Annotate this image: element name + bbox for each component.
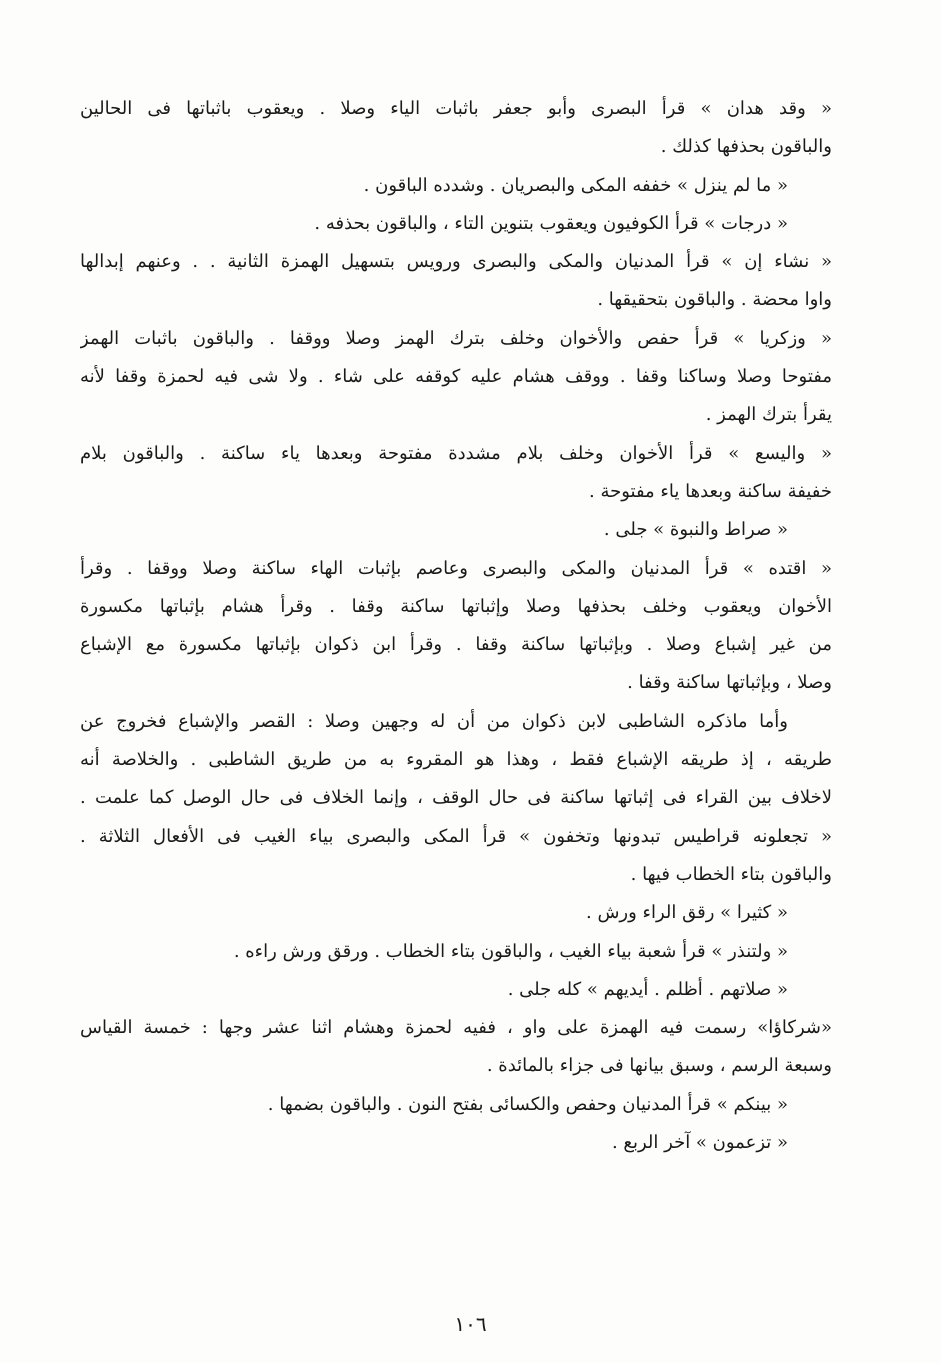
text-line: الأخوان ويعقوب وخلف بحذفها وصلا وإثباتها ساكنة وقفا . وقرأ هشام بإثباتها مكسورة xyxy=(80,595,832,617)
text-line: « نشاء إن » قرأ المدنيان والمكى والبصرى ورويس بتسهيل الهمزة الثانية . . وعنهم إبدالها xyxy=(80,251,832,273)
text-line: « تجعلونه قراطيس تبدونها وتخفون » قرأ المكى والبصرى بياء الغيب فى الأفعال الثلاثة . xyxy=(80,825,832,847)
text-line: وسبعة الرسم ، وسبق بيانها فى جزاء بالمائدة . xyxy=(486,1055,832,1077)
text-line: وصلا ، وبإثباتها ساكنة وقفا . xyxy=(627,672,832,694)
text-line: « تزعمون » آخر الربع . xyxy=(611,1132,788,1154)
text-line: « كثيرا » رقق الراء ورش . xyxy=(586,902,788,924)
text-line: « واليسع » قرأ الأخوان وخلف بلام مشددة مفتوحة وبعدها ياء ساكنة . والباقون بلام xyxy=(80,442,832,464)
text-line: وأما ماذكره الشاطبى لابن ذكوان من أن له وجهين وصلا : القصر والإشباع فخروج عن xyxy=(80,710,788,732)
text-line: « ما لم ينزل » خففه المكى والبصريان . وشدده الباقون . xyxy=(363,174,788,196)
text-line: والباقون بحذفها كذلك . xyxy=(660,136,832,158)
text-line: « صراط والنبوة » جلى . xyxy=(603,519,788,541)
text-line: يقرأ بترك الهمز . xyxy=(705,404,832,426)
page-number: ١٠٦ xyxy=(454,1312,487,1336)
text-line: «شركاؤا» رسمت فيه الهمزة على واو ، ففيه لحمزة وهشام اثنا عشر وجها : خمسة القياس xyxy=(80,1017,832,1039)
text-line: طريقه ، إذ طريقه الإشباع فقط ، وهذا هو المقروء به من طريق الشاطبى . والخلاصة أنه xyxy=(80,749,832,771)
text-line: من غير إشباع وصلا . وبإثباتها ساكنة وقفا . وقرأ ابن ذكوان بإثباتها مكسورة مع الإشباع xyxy=(80,634,832,656)
text-line: « صلاتهم . أظلم . أيديهم » كله جلى . xyxy=(507,978,788,1000)
text-line: « وزكريا » قرأ حفص والأخوان وخلف بترك الهمز وصلا ووقفا . والباقون باثبات الهمز xyxy=(80,327,832,349)
text-line: « بينكم » قرأ المدنيان وحفص والكسائى بفتح النون . والباقون بضمها . xyxy=(267,1093,788,1115)
text-line: « وقد هدان » قرأ البصرى وأبو جعفر باثبات الياء وصلا . ويعقوب باثباتها فى الحالين xyxy=(80,98,832,119)
text-line: « اقتده » قرأ المدنيان والمكى والبصرى وعاصم بإثبات الهاء ساكنة وصلا ووقفا . وقرأ xyxy=(80,557,832,579)
text-line: « ولتنذر » قرأ شعبة بياء الغيب ، والباقون بتاء الخطاب . ورقق ورش راءه . xyxy=(233,940,788,962)
text-line: « درجات » قرأ الكوفيون ويعقوب بتنوين التاء ، والباقون بحذفه . xyxy=(314,212,788,234)
text-line: واوا محضة . والباقون بتحقيقها . xyxy=(597,289,832,311)
text-line: والباقون بتاء الخطاب فيها . xyxy=(630,863,832,885)
text-body xyxy=(80,90,832,1162)
text-line: مفتوحا وصلا وساكنا وقفا . ووقف هشام عليه كوقفه على شاء . ولا شى فيه لحمزة وقفا لأنه xyxy=(80,366,832,388)
text-line: لاخلاف بين القراء فى إثباتها ساكنة فى حال الوقف ، وإنما الخلاف فى حال الوصل كما علمت . xyxy=(80,787,832,809)
text-line: خفيفة ساكنة وبعدها ياء مفتوحة . xyxy=(589,480,832,502)
